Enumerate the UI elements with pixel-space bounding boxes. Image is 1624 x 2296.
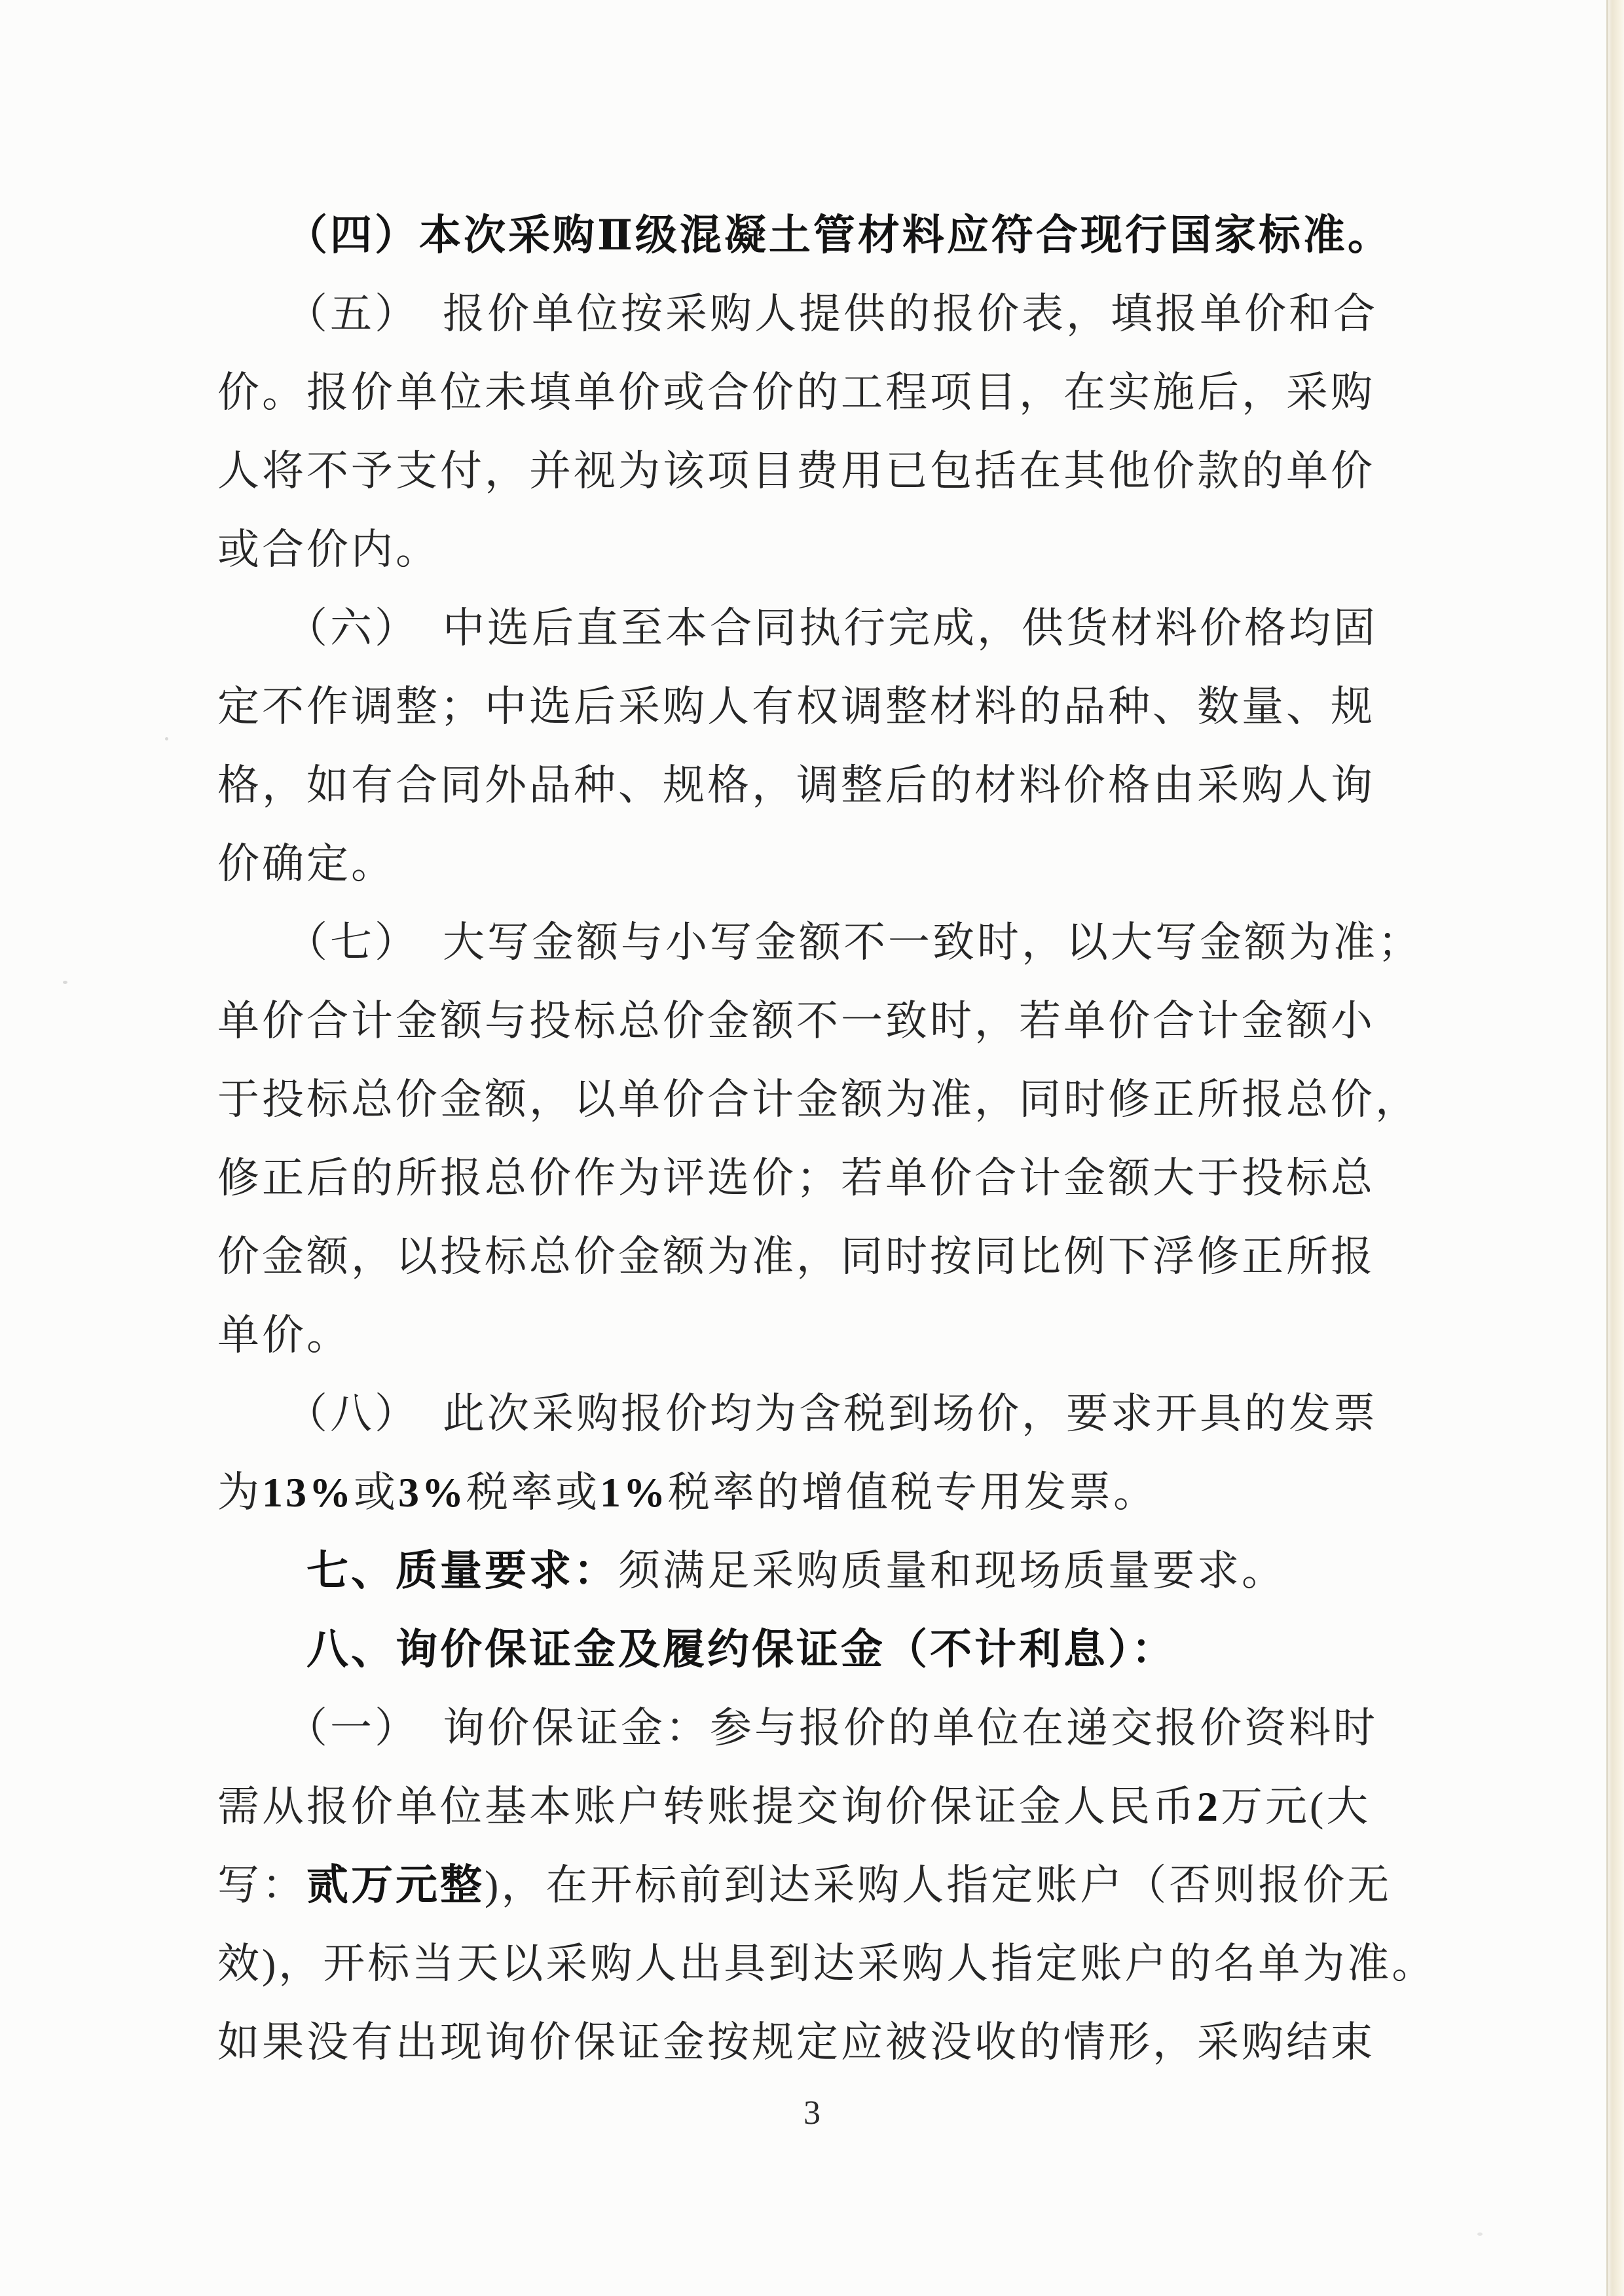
text-segment: 写： [217,1862,306,1908]
text-line [217,354,1435,432]
text-line [217,196,1435,275]
text-segment: 万元(大 [1221,1783,1371,1830]
text-segment-bold: 13% [262,1469,354,1516]
text-line [217,1218,1435,1296]
text-segment: （六） 中选后直至本合同执行完成，供货材料价格均固 [217,605,1378,651]
text-segment: 税率的增值税专用发票。 [668,1469,1158,1516]
text-line [217,589,1435,668]
text-segment: 如果没有出现询价保证金按规定应被没收的情形，采购结束 [217,2019,1375,2066]
text-segment-bold: 2 [1197,1783,1221,1830]
text-line [217,1139,1435,1218]
text-segment: 格，如有合同外品种、规格，调整后的材料价格由采购人询 [217,762,1375,809]
text-line [217,1532,1435,1611]
text-segment: （一） 询价保证金：参与报价的单位在递交报价资料时 [217,1705,1378,1751]
text-segment-bold: 七、质量要求： [217,1548,618,1594]
scan-edge-artifact [1606,0,1624,2296]
text-line [217,1611,1435,1689]
document-body-text [217,196,1435,2082]
text-segment: 税率或 [466,1469,600,1516]
text-segment: 须满足采购质量和现场质量要求。 [618,1548,1286,1594]
text-segment: 或合价内。 [217,526,440,573]
text-segment: 人将不予支付，并视为该项目费用已包括在其他价款的单价 [217,448,1375,494]
text-line [217,1453,1435,1532]
text-line [217,275,1435,354]
text-line [217,1925,1435,2003]
text-line [217,511,1435,589]
text-segment: 于投标总价金额，以单价合计金额为准，同时修正所报总价， [217,1076,1420,1123]
text-segment: 单价合计金额与投标总价金额不一致时，若单价合计金额小 [217,998,1375,1044]
text-line [217,1375,1435,1453]
text-segment: （八） 此次采购报价均为含税到场价，要求开具的发票 [217,1391,1378,1437]
text-line [217,982,1435,1061]
text-segment: 效)，开标当天以采购人出具到达采购人指定账户的名单为准。 [217,1941,1437,1987]
text-segment: 修正后的所报总价作为评选价；若单价合计金额大于投标总 [217,1155,1375,1201]
text-segment-bold: 1% [600,1469,668,1516]
text-segment: 定不作调整；中选后采购人有权调整材料的品种、数量、规 [217,683,1375,730]
text-line [217,432,1435,511]
text-line [217,1296,1435,1375]
text-segment-bold: （四）本次采购Ⅱ级混凝土管材料应符合现行国家标准。 [217,212,1392,259]
text-segment-bold: 贰万元整 [306,1862,485,1908]
text-segment: （七） 大写金额与小写金额不一致时，以大写金额为准； [217,919,1422,966]
text-line [217,668,1435,746]
text-line [217,825,1435,903]
text-segment: （五） 报价单位按采购人提供的报价表，填报单价和合 [217,291,1378,337]
page-number: 3 [803,2094,821,2132]
text-line [217,1689,1435,1768]
text-line [217,2003,1435,2082]
text-segment: 需从报价单位基本账户转账提交询价保证金人民币 [217,1783,1197,1830]
text-line [217,1768,1435,1846]
text-line [217,1061,1435,1139]
text-segment: 价金额，以投标总价金额为准，同时按同比例下浮修正所报 [217,1233,1375,1280]
text-segment: 价确定。 [217,841,396,887]
text-segment: 为 [217,1469,262,1516]
text-segment: 或 [354,1469,398,1516]
text-line [217,1846,1435,1925]
scan-speck [63,981,67,984]
text-segment-bold: 八、询价保证金及履约保证金（不计利息）： [217,1626,1176,1673]
text-segment: 单价。 [217,1312,351,1358]
text-segment: 价。报价单位未填单价或合价的工程项目，在实施后，采购 [217,369,1375,416]
scan-speck [165,737,168,740]
text-segment: )，在开标前到达采购人指定账户（否则报价无 [485,1862,1392,1908]
text-segment-bold: 3% [398,1469,466,1516]
scan-edge-line-artifact [1606,0,1608,2296]
text-line [217,746,1435,825]
text-line [217,903,1435,982]
scan-speck [1477,2232,1483,2236]
